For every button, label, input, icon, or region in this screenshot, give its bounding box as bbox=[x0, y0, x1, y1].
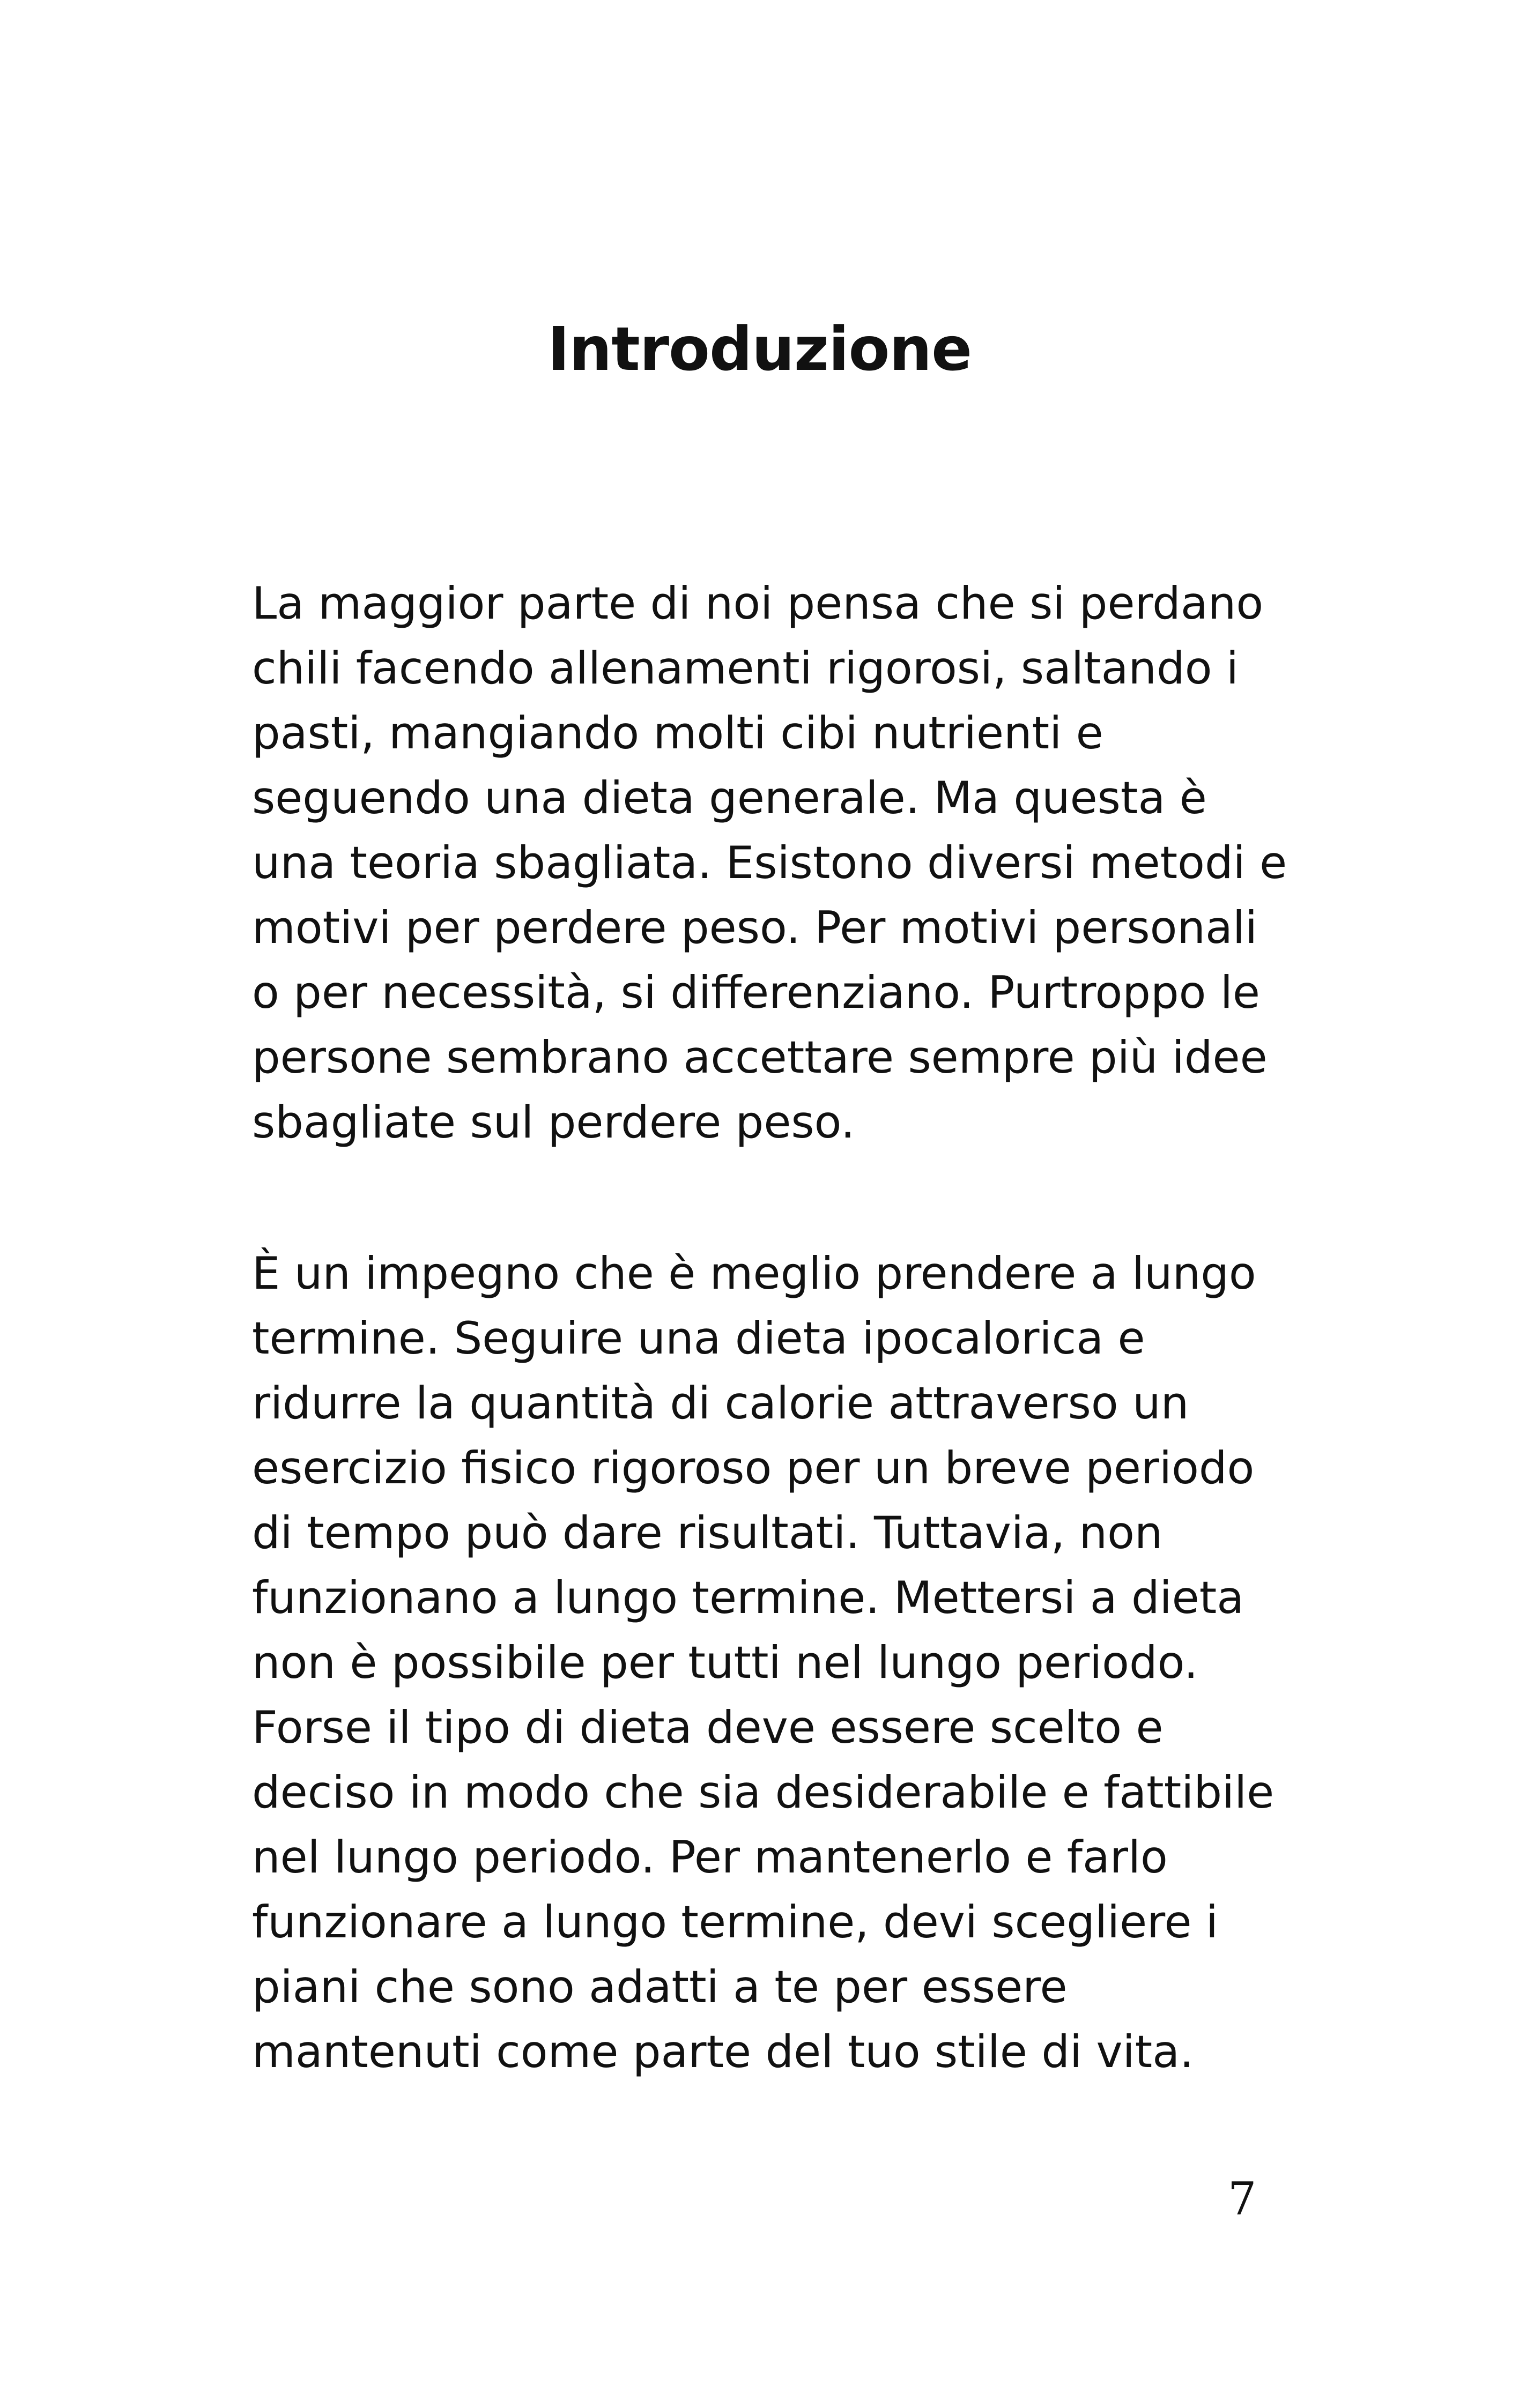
text-line: termine. Seguire una dieta ipocalorica e bbox=[252, 1312, 1145, 1364]
text-line: o per necessità, si differenziano. Purtroppo le bbox=[252, 967, 1260, 1019]
text-line: mantenuti come parte del tuo stile di vita. bbox=[252, 2026, 1194, 2078]
page-number: 7 bbox=[1228, 2173, 1257, 2225]
text-line: persone sembrano accettare sempre più idee bbox=[252, 1031, 1268, 1083]
text-line: esercizio fisico rigoroso per un breve periodo bbox=[252, 1442, 1255, 1494]
text-line: piani che sono adatti a te per essere bbox=[252, 1961, 1068, 2013]
text-line: pasti, mangiando molti cibi nutrienti e bbox=[252, 707, 1103, 759]
text-line: Forse il tipo di dieta deve essere scelto e bbox=[252, 1701, 1164, 1753]
text-line: motivi per perdere peso. Per motivi personali bbox=[252, 902, 1257, 954]
text-line: funzionano a lungo termine. Mettersi a dieta bbox=[252, 1572, 1244, 1624]
text-line: una teoria sbagliata. Esistono diversi metodi e bbox=[252, 837, 1287, 889]
text-line: sbagliate sul perdere peso. bbox=[252, 1096, 855, 1148]
text-line: deciso in modo che sia desiderabile e fattibile bbox=[252, 1766, 1275, 1818]
text-line: È un impegno che è meglio prendere a lungo bbox=[252, 1247, 1256, 1299]
text-line: chili facendo allenamenti rigorosi, saltando i bbox=[252, 642, 1239, 694]
paragraph-1 bbox=[252, 571, 1287, 1155]
text-line: funzionare a lungo termine, devi scegliere i bbox=[252, 1896, 1218, 1948]
text-line: ridurre la quantità di calorie attraverso un bbox=[252, 1377, 1189, 1429]
text-line: di tempo può dare risultati. Tuttavia, non bbox=[252, 1507, 1163, 1559]
text-line: nel lungo periodo. Per mantenerlo e farlo bbox=[252, 1831, 1168, 1883]
page-title: Introduzione bbox=[547, 315, 972, 384]
text-line: La maggior parte di noi pensa che si perdano bbox=[252, 577, 1264, 629]
text-line: seguendo una dieta generale. Ma questa è bbox=[252, 772, 1207, 824]
text-line: non è possibile per tutti nel lungo periodo. bbox=[252, 1637, 1198, 1689]
paragraph-2 bbox=[252, 1241, 1275, 2084]
